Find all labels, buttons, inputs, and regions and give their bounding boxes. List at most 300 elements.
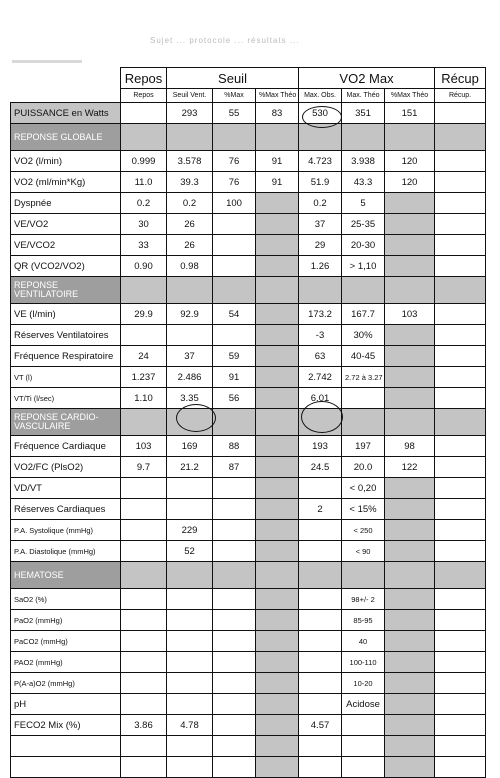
section-cell: [213, 409, 256, 436]
table-cell: < 0,20: [342, 478, 385, 499]
section-label: REPONSE GLOBALE: [11, 124, 121, 151]
table-cell: 26: [167, 214, 213, 235]
table-cell: [299, 478, 342, 499]
table-cell: 2.486: [167, 367, 213, 388]
table-row: [11, 652, 486, 673]
table-cell: 40-45: [342, 346, 385, 367]
table-cell: < 15%: [342, 499, 385, 520]
table-cell: 29: [299, 235, 342, 256]
section-cell: [167, 562, 213, 589]
table-cell: [299, 631, 342, 652]
table-cell: [435, 367, 486, 388]
table-cell: 0.2: [167, 193, 213, 214]
table-cell: 1.26: [299, 256, 342, 277]
table-cell: 91: [256, 172, 299, 193]
table-cell: [167, 694, 213, 715]
table-cell: [213, 325, 256, 346]
table-cell: Acidose: [342, 694, 385, 715]
table-cell: 151: [385, 103, 435, 124]
table-row: [11, 235, 486, 256]
table-cell: 3.86: [121, 715, 167, 736]
table-cell: 26: [167, 235, 213, 256]
table-cell: [385, 325, 435, 346]
table-cell: [385, 388, 435, 409]
row-label: VE/VO2: [11, 214, 121, 235]
table-cell: [213, 610, 256, 631]
table-cell: [435, 214, 486, 235]
subheader-cell: %Max Théo: [256, 89, 299, 103]
table-cell: [435, 673, 486, 694]
section-cell: [342, 562, 385, 589]
table-cell: < 250: [342, 520, 385, 541]
table-cell: 76: [213, 172, 256, 193]
table-cell: [435, 193, 486, 214]
table-row: [11, 172, 486, 193]
section-cell: [342, 409, 385, 436]
table-cell: [213, 652, 256, 673]
row-label: VT/Ti (l/sec): [11, 388, 121, 409]
table-row: [11, 325, 486, 346]
table-cell: > 1,10: [342, 256, 385, 277]
table-row: [11, 436, 486, 457]
table-cell: [213, 256, 256, 277]
table-cell: [299, 589, 342, 610]
table-cell: [256, 652, 299, 673]
table-cell: [256, 457, 299, 478]
table-body: [11, 68, 486, 778]
table-cell: [385, 235, 435, 256]
table-cell: 20.0: [342, 457, 385, 478]
table-row: [11, 103, 486, 124]
row-label: Fréquence Cardiaque: [11, 436, 121, 457]
table-row: [11, 589, 486, 610]
table-cell: [121, 652, 167, 673]
table-cell: [256, 388, 299, 409]
table-row: [11, 631, 486, 652]
row-label: pH: [11, 694, 121, 715]
table-cell: [256, 610, 299, 631]
table-cell: [435, 610, 486, 631]
table-row: [11, 520, 486, 541]
table-cell: 0.98: [167, 256, 213, 277]
table-cell: 10-20: [342, 673, 385, 694]
table-row: [11, 715, 486, 736]
table-cell: 51.9: [299, 172, 342, 193]
row-label: SaO2 (%): [11, 589, 121, 610]
table-cell: [213, 631, 256, 652]
table-cell: [256, 736, 299, 757]
group-recup: Récup: [435, 68, 486, 89]
section-cell: [121, 562, 167, 589]
table-cell: 83: [256, 103, 299, 124]
table-cell: 55: [213, 103, 256, 124]
section-cell: [121, 124, 167, 151]
table-cell: 30: [121, 214, 167, 235]
row-label: QR (VCO2/VO2): [11, 256, 121, 277]
table-cell: [121, 478, 167, 499]
table-cell: [121, 589, 167, 610]
table-cell: [435, 715, 486, 736]
row-label: PaO2 (mmHg): [11, 610, 121, 631]
table-cell: [342, 715, 385, 736]
table-cell: 40: [342, 631, 385, 652]
table-cell: 2: [299, 499, 342, 520]
circle-max-power: [302, 106, 342, 128]
table-cell: [256, 346, 299, 367]
table-cell: [435, 520, 486, 541]
table-cell: [342, 757, 385, 778]
subheader-cell: Repos: [121, 89, 167, 103]
table-cell: [435, 346, 486, 367]
table-cell: [167, 757, 213, 778]
group-repos: Repos: [121, 68, 167, 89]
table-cell: [167, 325, 213, 346]
table-cell: [299, 673, 342, 694]
table-cell: 100-110: [342, 652, 385, 673]
row-label: P.A. Diastolique (mmHg): [11, 541, 121, 562]
table-cell: [213, 235, 256, 256]
table-cell: [213, 589, 256, 610]
section-cell: [213, 562, 256, 589]
table-cell: 43.3: [342, 172, 385, 193]
table-cell: [256, 694, 299, 715]
section-cell: [385, 124, 435, 151]
table-cell: 98: [385, 436, 435, 457]
table-row: [11, 673, 486, 694]
table-cell: [342, 736, 385, 757]
table-cell: [213, 520, 256, 541]
table-cell: 122: [385, 457, 435, 478]
table-cell: [435, 436, 486, 457]
table-cell: -3: [299, 325, 342, 346]
section-cell: [213, 277, 256, 304]
section-cell: [121, 277, 167, 304]
table-row: [11, 388, 486, 409]
table-cell: [385, 478, 435, 499]
table-cell: 85-95: [342, 610, 385, 631]
table-cell: [435, 499, 486, 520]
table-cell: 24: [121, 346, 167, 367]
table-cell: 4.78: [167, 715, 213, 736]
table-cell: [167, 631, 213, 652]
table-cell: 0.2: [121, 193, 167, 214]
table-cell: [435, 304, 486, 325]
subheader-cell: %Max Théo: [385, 89, 435, 103]
table-cell: [256, 235, 299, 256]
row-label: [11, 736, 121, 757]
table-row: [11, 736, 486, 757]
row-label: VO2 (ml/min*Kg): [11, 172, 121, 193]
section-cell: [121, 409, 167, 436]
section-label: REPONSE CARDIO-VASCULAIRE: [11, 409, 121, 436]
table-cell: [435, 325, 486, 346]
table-cell: [167, 610, 213, 631]
subheader-cell: Récup.: [435, 89, 486, 103]
table-cell: [213, 541, 256, 562]
table-cell: [167, 499, 213, 520]
table-cell: 91: [213, 367, 256, 388]
table-cell: [256, 757, 299, 778]
table-cell: [435, 694, 486, 715]
table-cell: [121, 541, 167, 562]
table-cell: 54: [213, 304, 256, 325]
table-cell: [213, 478, 256, 499]
table-cell: [385, 736, 435, 757]
corner-cell: [11, 68, 121, 89]
table-cell: [167, 652, 213, 673]
table-cell: [121, 631, 167, 652]
table-cell: [435, 256, 486, 277]
table-cell: [435, 457, 486, 478]
table-cell: [213, 694, 256, 715]
table-cell: 530: [299, 103, 342, 124]
table-cell: 21.2: [167, 457, 213, 478]
section-cell: [435, 409, 486, 436]
table-cell: [213, 499, 256, 520]
table-cell: 76: [213, 151, 256, 172]
table-cell: 37: [299, 214, 342, 235]
table-cell: [121, 520, 167, 541]
table-cell: [299, 757, 342, 778]
table-cell: [385, 520, 435, 541]
table-row: [11, 346, 486, 367]
table-cell: [256, 589, 299, 610]
row-label: PaCO2 (mmHg): [11, 631, 121, 652]
section-cell: [385, 277, 435, 304]
table-row: [11, 541, 486, 562]
table-cell: 63: [299, 346, 342, 367]
table-row: [11, 457, 486, 478]
table-cell: [167, 673, 213, 694]
table-row: [11, 151, 486, 172]
section-cell: [299, 277, 342, 304]
table-cell: 11.0: [121, 172, 167, 193]
table-cell: 3.35: [167, 388, 213, 409]
table-cell: 39.3: [167, 172, 213, 193]
table-cell: 56: [213, 388, 256, 409]
section-cell: [435, 124, 486, 151]
table-cell: 100: [213, 193, 256, 214]
section-cell: [299, 562, 342, 589]
group-seuil: Seuil: [167, 68, 299, 89]
table-cell: 193: [299, 436, 342, 457]
table-row: [11, 610, 486, 631]
table-cell: [435, 652, 486, 673]
row-label: VE/VCO2: [11, 235, 121, 256]
row-label: P(A-a)O2 (mmHg): [11, 673, 121, 694]
table-cell: 3.938: [342, 151, 385, 172]
table-row: [11, 694, 486, 715]
table-cell: [299, 520, 342, 541]
table-cell: [256, 436, 299, 457]
table-cell: [213, 214, 256, 235]
table-cell: 0.999: [121, 151, 167, 172]
table-cell: 2.742: [299, 367, 342, 388]
table-cell: [435, 151, 486, 172]
table-cell: [385, 673, 435, 694]
row-label: VE (l/min): [11, 304, 121, 325]
table-cell: [299, 541, 342, 562]
table-row: [11, 304, 486, 325]
circle-hr-threshold: [176, 404, 216, 432]
table-cell: 103: [385, 304, 435, 325]
table-cell: [299, 610, 342, 631]
section-cell: [167, 124, 213, 151]
table-cell: [256, 715, 299, 736]
table-cell: 30%: [342, 325, 385, 346]
table-cell: 4.57: [299, 715, 342, 736]
table-cell: [256, 367, 299, 388]
table-cell: [256, 304, 299, 325]
table-cell: [121, 103, 167, 124]
table-cell: [435, 736, 486, 757]
table-cell: [167, 736, 213, 757]
table-cell: [385, 541, 435, 562]
row-label: Réserves Cardiaques: [11, 499, 121, 520]
row-label: VD/VT: [11, 478, 121, 499]
table-cell: 0.2: [299, 193, 342, 214]
table-cell: 2.72 à 3.27: [342, 367, 385, 388]
table-cell: [385, 214, 435, 235]
section-cell: [385, 409, 435, 436]
table-cell: [385, 610, 435, 631]
table-cell: 37: [167, 346, 213, 367]
table-cell: 91: [256, 151, 299, 172]
table-cell: [167, 478, 213, 499]
section-cell: [385, 562, 435, 589]
table-row: [11, 478, 486, 499]
row-label: Réserves Ventilatoires: [11, 325, 121, 346]
table-cell: 98+/- 2: [342, 589, 385, 610]
table-row: [11, 499, 486, 520]
row-label: Dyspnée: [11, 193, 121, 214]
section-label: HEMATOSE: [11, 562, 121, 589]
table-cell: [435, 172, 486, 193]
section-row: [11, 277, 486, 304]
table-cell: [256, 214, 299, 235]
table-cell: [385, 652, 435, 673]
table-cell: 92.9: [167, 304, 213, 325]
group-header-row: [11, 68, 486, 89]
row-label: PUISSANCE en Watts: [11, 103, 121, 124]
table-cell: [385, 346, 435, 367]
section-row: [11, 562, 486, 589]
table-cell: [342, 388, 385, 409]
row-label: [11, 757, 121, 778]
table-cell: [385, 757, 435, 778]
table-cell: [385, 193, 435, 214]
section-cell: [342, 277, 385, 304]
table-cell: [213, 715, 256, 736]
section-cell: [256, 124, 299, 151]
table-cell: [435, 478, 486, 499]
table-cell: [121, 757, 167, 778]
table-cell: 88: [213, 436, 256, 457]
table-cell: [256, 325, 299, 346]
subheader-row: [11, 89, 486, 103]
table-cell: 120: [385, 172, 435, 193]
row-label: P.A. Systolique (mmHg): [11, 520, 121, 541]
table-cell: 229: [167, 520, 213, 541]
table-cell: [435, 103, 486, 124]
table-cell: 29.9: [121, 304, 167, 325]
table-cell: [256, 499, 299, 520]
table-cell: [121, 673, 167, 694]
group-vo2max: VO2 Max: [299, 68, 435, 89]
table-cell: [256, 631, 299, 652]
table-cell: 351: [342, 103, 385, 124]
table-cell: 293: [167, 103, 213, 124]
section-cell: [256, 562, 299, 589]
table-cell: [121, 610, 167, 631]
subheader-cell: Seuil Vent.: [167, 89, 213, 103]
table-cell: [256, 193, 299, 214]
table-cell: [256, 478, 299, 499]
row-label: VO2/FC (PlsO2): [11, 457, 121, 478]
scan-mark: [12, 60, 82, 63]
table-cell: [435, 631, 486, 652]
row-label: VO2 (l/min): [11, 151, 121, 172]
table-cell: 103: [121, 436, 167, 457]
table-row: [11, 214, 486, 235]
subheader-cell: Max. Obs.: [299, 89, 342, 103]
table-cell: [213, 736, 256, 757]
table-cell: [256, 673, 299, 694]
table-cell: 0.90: [121, 256, 167, 277]
table-cell: 1.10: [121, 388, 167, 409]
table-cell: < 90: [342, 541, 385, 562]
table-cell: 59: [213, 346, 256, 367]
section-row: [11, 124, 486, 151]
row-label: Fréquence Respiratoire: [11, 346, 121, 367]
table-cell: [435, 388, 486, 409]
table-cell: [121, 499, 167, 520]
table-cell: [167, 589, 213, 610]
table-cell: [256, 541, 299, 562]
table-cell: [121, 325, 167, 346]
section-label: REPONSE VENTILATOIRE: [11, 277, 121, 304]
table-cell: [299, 736, 342, 757]
table-cell: 3.578: [167, 151, 213, 172]
table-row: [11, 757, 486, 778]
table-row: [11, 193, 486, 214]
table-cell: [213, 757, 256, 778]
table-cell: [256, 256, 299, 277]
circle-hr-max: [301, 401, 343, 433]
table-cell: [299, 652, 342, 673]
section-row: [11, 409, 486, 436]
section-cell: [256, 277, 299, 304]
table-cell: 25-35: [342, 214, 385, 235]
section-cell: [167, 277, 213, 304]
table-cell: 33: [121, 235, 167, 256]
table-cell: 20-30: [342, 235, 385, 256]
table-cell: 5: [342, 193, 385, 214]
table-cell: [385, 499, 435, 520]
section-cell: [435, 277, 486, 304]
results-table: [10, 67, 486, 778]
subheader-cell: %Max: [213, 89, 256, 103]
section-cell: [256, 409, 299, 436]
table-cell: 24.5: [299, 457, 342, 478]
header-text: Sujet ... protocole ... résultats ...: [150, 36, 300, 45]
section-cell: [213, 124, 256, 151]
table-cell: [121, 694, 167, 715]
table-cell: 6.01: [299, 388, 342, 409]
corner-cell: [11, 89, 121, 103]
table-cell: 173.2: [299, 304, 342, 325]
table-cell: 1.237: [121, 367, 167, 388]
